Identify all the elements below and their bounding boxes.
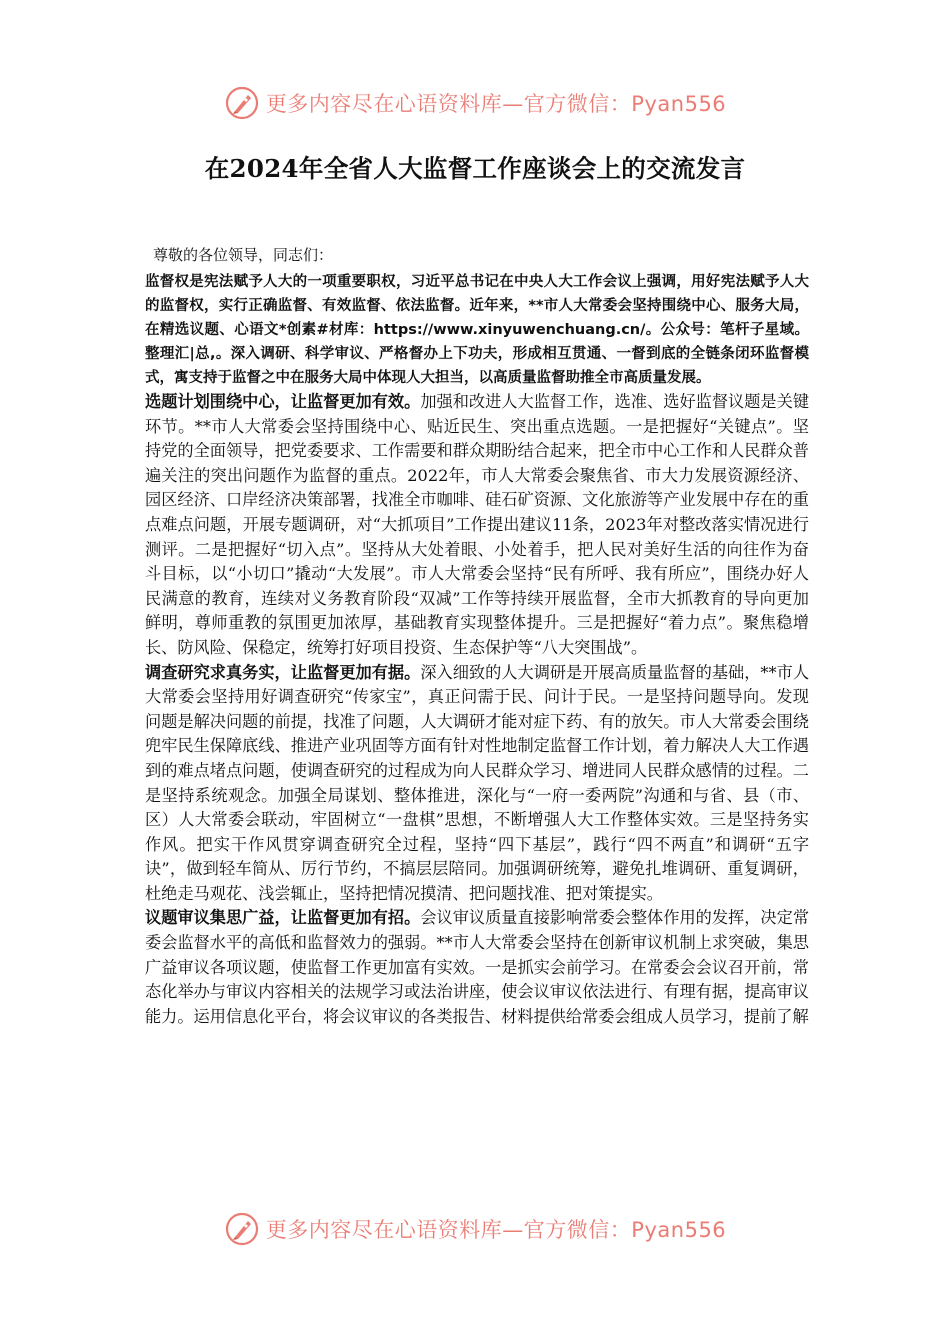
intro-paragraph: 监督权是宪法赋予人大的一项重要职权，习近平总书记在中央人大工作会议上强调，用好宪法赋予人大的监督权，实行正确监督、有效监督、依法监督。近年来，**市人大常委会坚持围绕中心、服务大局，在精选议题、心语文*创素#材库：https://www.xinyuwenchuang.cn/。公众号：笔杆子星域。整理汇|总,。深入调研、科学审议、严格督办上下功夫，形成相互贯通、一督到底的全链条闭环监督模式，寓支持于监督之中在服务大局中体现人大担当，以高质量监督助推全市高质量发展。	[145, 274, 809, 386]
footer-watermark-banner	[0, 1206, 950, 1252]
document-title: 在2024年全省人大监督工作座谈会上的交流发言	[204, 154, 746, 183]
section-paragraph	[145, 661, 809, 907]
document-body	[145, 244, 809, 1029]
watermark-text: 更多内容尽在心语资料库—官方微信：Pyan556	[265, 92, 727, 116]
watermark-text: 更多内容尽在心语资料库—官方微信：Pyan556	[265, 1218, 727, 1242]
section-heading: 调查研究求真务实，让监督更加有据。	[145, 662, 421, 682]
greeting: 尊敬的各位领导，同志们：	[153, 246, 334, 264]
fountain-pen-icon	[224, 1211, 260, 1247]
section-paragraph	[145, 390, 809, 661]
section-heading: 选题计划围绕中心，让监督更加有效。	[145, 392, 421, 411]
header-watermark-banner	[0, 80, 950, 126]
section-heading: 议题审议集思广益，让监督更加有招。	[145, 908, 421, 928]
section-text: 会议审议质量直接影响常委会整体作用的发挥，决定常委会监督水平的高低和监督效力的强弱。**市人大常委会坚持在创新审议机制上求突破，集思广益审议各项议题，使监督工作更加富有实效。一是抓实会前学习。在常委会会议召开前，常态化举办与审议内容相关的法规学习或法治讲座，使会议审议依法进行、有理有据，提高审议能力。运用信息化平台，将会议审议的各类报告、材料提供给常委会组成人员学习，提前了解	[145, 908, 810, 1026]
section-text: 加强和改进人大监督工作，选准、选好监督议题是关键环节。**市人大常委会坚持围绕中心、贴近民生、突出重点选题。一是把握好“关键点”。坚持党的全面领导，把党委要求、工作需要和群众期盼结合起来，把全市中心工作和人民群众普遍关注的突出问题作为监督的重点。2022年，市人大常委会聚焦省、市大力发展资源经济、园区经济、口岸经济决策部署，找准全市咖啡、硅石矿资源、文化旅游等产业发展中存在的重点难点问题，开展专题调研，对“大抓项目”工作提出建议11条，2023年对整改落实情况进行测评。二是把握好“切入点”。坚持从大处着眼、小处着手，把人民对美好生活的向往作为奋斗目标，以“小切口”撬动“大发展”。市人大常委会坚持“民有所呼、我有所应”，围绕办好人民满意的教育，连续对义务教育阶段“双减”工作等持续开展监督，全市大抓教育的导向更加鲜明，尊师重教的氛围更加浓厚，基础教育实现整体提升。三是把握好“着力点”。聚焦稳增长、防风险、保稳定，统筹打好项目投资、生态保护等“八大突围战”。	[145, 392, 810, 657]
section-text: 深入细致的人大调研是开展高质量监督的基础，**市人大常委会坚持用好调查研究“传家宝”，真正问需于民、问计于民。一是坚持问题导向。发现问题是解决问题的前提，找准了问题，人大调研才能对症下药、有的放矢。市人大常委会围绕兜牢民生保障底线、推进产业巩固等方面有针对性地制定监督工作计划，着力解决人大工作遇到的难点堵点问题，使调查研究的过程成为向人民群众学习、增进同人民群众感情的过程。二是坚持系统观念。加强全局谋划、整体推进，深化与“一府一委两院”沟通和与省、县（市、区）人大常委会联动，牢固树立“一盘棋”思想，不断增强人大工作整体实效。三是坚持务实作风。把实干作风贯穿调查研究全过程，坚持“四下基层”，践行“四不两直”和调研“五字诀”，做到轻车简从、厉行节约，不搞层层陪同。加强调研统筹，避免扎堆调研、重复调研，杜绝走马观花、浅尝辄止，坚持把情况摸清、把问题找准、把对策提实。	[145, 662, 810, 903]
section-paragraph	[145, 906, 809, 1029]
fountain-pen-icon	[224, 85, 260, 121]
